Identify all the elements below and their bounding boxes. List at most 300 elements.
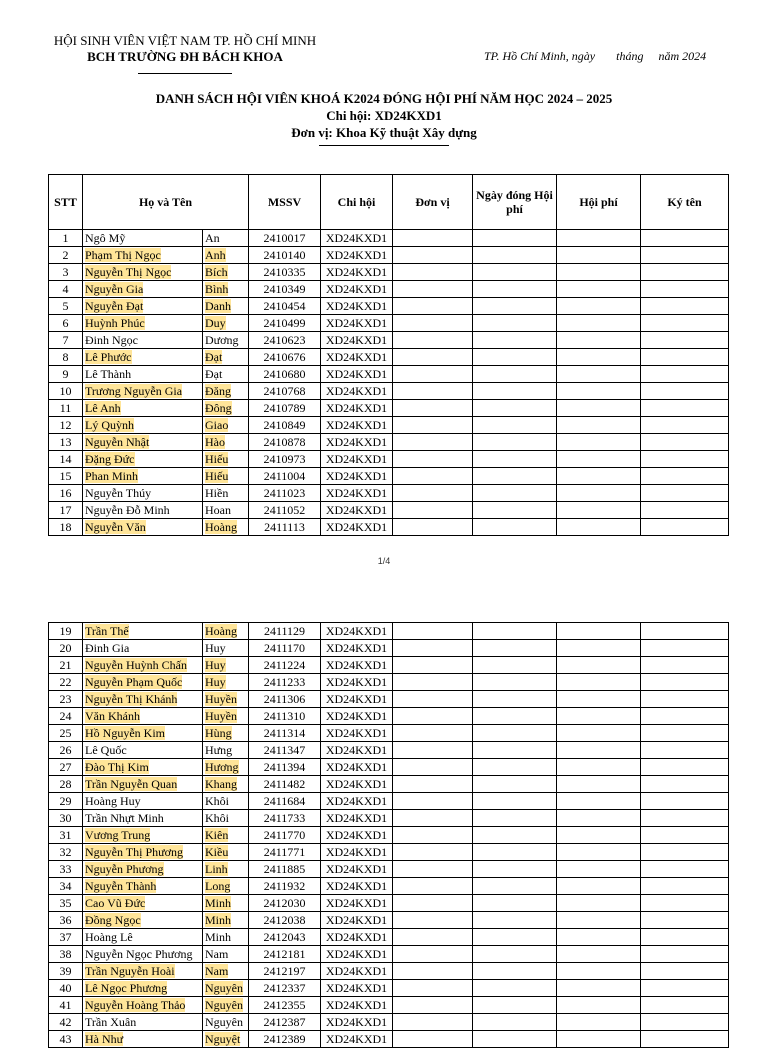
table-row [49, 997, 729, 1014]
cell-stt-text: 40 [59, 980, 72, 995]
cell-ngay-dong[interactable] [473, 759, 557, 776]
cell-stt-text: 3 [62, 264, 69, 279]
member-table-page1 [48, 174, 729, 536]
cell-mssv-text: 2411314 [263, 725, 306, 740]
cell-stt [49, 895, 83, 912]
cell-ngay-dong[interactable] [473, 742, 557, 759]
cell-don-vi[interactable] [393, 980, 473, 997]
cell-mssv [249, 759, 321, 776]
cell-mssv-text: 2410140 [263, 247, 306, 262]
cell-ky-ten[interactable] [641, 640, 729, 657]
cell-ngay-dong[interactable] [473, 691, 557, 708]
cell-stt [49, 366, 83, 383]
cell-don-vi[interactable] [393, 708, 473, 725]
cell-ngay-dong[interactable] [473, 878, 557, 895]
cell-ky-ten[interactable] [641, 485, 729, 502]
cell-first-name [203, 383, 249, 400]
cell-don-vi[interactable] [393, 383, 473, 400]
cell-ngay-dong[interactable] [473, 502, 557, 519]
cell-ky-ten[interactable] [641, 298, 729, 315]
cell-last-middle-name [83, 776, 203, 793]
cell-don-vi[interactable] [393, 1031, 473, 1048]
cell-last-middle-name-text: Nguyễn Thị Khánh [85, 691, 178, 706]
cell-don-vi[interactable] [393, 895, 473, 912]
cell-don-vi[interactable] [393, 997, 473, 1014]
cell-ky-ten[interactable] [641, 468, 729, 485]
cell-hoi-phi[interactable] [557, 878, 641, 895]
cell-first-name-text: Huy [205, 674, 226, 689]
cell-ky-ten[interactable] [641, 963, 729, 980]
cell-ngay-dong[interactable] [473, 485, 557, 502]
cell-ky-ten[interactable] [641, 844, 729, 861]
cell-hoi-phi[interactable] [557, 793, 641, 810]
cell-ngay-dong[interactable] [473, 383, 557, 400]
cell-mssv [249, 725, 321, 742]
cell-don-vi[interactable] [393, 366, 473, 383]
cell-hoi-phi[interactable] [557, 980, 641, 997]
cell-first-name [203, 742, 249, 759]
cell-ngay-dong[interactable] [473, 247, 557, 264]
cell-chi-hoi-text: XD24KXD1 [325, 281, 388, 296]
cell-chi-hoi-text: XD24KXD1 [325, 946, 388, 961]
cell-mssv-text: 2410349 [263, 281, 306, 296]
cell-hoi-phi[interactable] [557, 623, 641, 640]
cell-ky-ten[interactable] [641, 230, 729, 247]
cell-chi-hoi [321, 929, 393, 946]
cell-first-name [203, 400, 249, 417]
cell-last-middle-name [83, 519, 203, 536]
cell-ngay-dong[interactable] [473, 281, 557, 298]
cell-first-name-text: Linh [205, 861, 228, 876]
cell-mssv-text: 2411932 [263, 878, 306, 893]
cell-ky-ten[interactable] [641, 264, 729, 281]
cell-don-vi[interactable] [393, 247, 473, 264]
cell-stt [49, 400, 83, 417]
cell-ky-ten[interactable] [641, 383, 729, 400]
cell-don-vi[interactable] [393, 502, 473, 519]
chi-hoi-line: Chi hội: XD24KXD1 [326, 108, 442, 123]
cell-ngay-dong[interactable] [473, 366, 557, 383]
cell-mssv-text: 2411170 [263, 640, 306, 655]
cell-mssv [249, 519, 321, 536]
cell-hoi-phi[interactable] [557, 502, 641, 519]
cell-ky-ten[interactable] [641, 315, 729, 332]
cell-stt-text: 26 [59, 742, 72, 757]
cell-ngay-dong[interactable] [473, 434, 557, 451]
cell-stt-text: 23 [59, 691, 72, 706]
cell-stt-text: 39 [59, 963, 72, 978]
cell-hoi-phi[interactable] [557, 946, 641, 963]
cell-ky-ten[interactable] [641, 878, 729, 895]
cell-mssv [249, 298, 321, 315]
cell-don-vi[interactable] [393, 946, 473, 963]
cell-mssv-text: 2412030 [263, 895, 306, 910]
cell-don-vi[interactable] [393, 315, 473, 332]
cell-ky-ten[interactable] [641, 332, 729, 349]
cell-hoi-phi[interactable] [557, 912, 641, 929]
cell-don-vi[interactable] [393, 742, 473, 759]
cell-ky-ten[interactable] [641, 776, 729, 793]
cell-don-vi[interactable] [393, 912, 473, 929]
cell-hoi-phi[interactable] [557, 315, 641, 332]
cell-ngay-dong[interactable] [473, 793, 557, 810]
cell-ky-ten[interactable] [641, 810, 729, 827]
cell-hoi-phi[interactable] [557, 1014, 641, 1031]
cell-hoi-phi[interactable] [557, 366, 641, 383]
cell-first-name-text: Hoàng [205, 519, 237, 534]
cell-hoi-phi[interactable] [557, 895, 641, 912]
cell-don-vi[interactable] [393, 264, 473, 281]
cell-don-vi[interactable] [393, 349, 473, 366]
cell-hoi-phi[interactable] [557, 810, 641, 827]
cell-ngay-dong[interactable] [473, 519, 557, 536]
cell-ky-ten[interactable] [641, 281, 729, 298]
cell-stt-text: 29 [59, 793, 72, 808]
cell-first-name-text: Hưng [205, 742, 233, 757]
cell-ky-ten[interactable] [641, 980, 729, 997]
cell-hoi-phi[interactable] [557, 657, 641, 674]
cell-first-name-text: Long [205, 878, 231, 893]
cell-don-vi[interactable] [393, 810, 473, 827]
cell-hoi-phi[interactable] [557, 434, 641, 451]
cell-last-middle-name-text: Lê Ngọc Phương [85, 980, 168, 995]
cell-hoi-phi[interactable] [557, 349, 641, 366]
cell-ngay-dong[interactable] [473, 332, 557, 349]
cell-hoi-phi[interactable] [557, 725, 641, 742]
cell-ngay-dong[interactable] [473, 895, 557, 912]
cell-ky-ten[interactable] [641, 946, 729, 963]
table-row [49, 417, 729, 434]
cell-ngay-dong[interactable] [473, 298, 557, 315]
cell-last-middle-name-text: Nguyễn Đạt [85, 298, 144, 313]
cell-mssv-text: 2412181 [263, 946, 306, 961]
cell-hoi-phi[interactable] [557, 997, 641, 1014]
cell-hoi-phi[interactable] [557, 247, 641, 264]
cell-ngay-dong[interactable] [473, 400, 557, 417]
cell-ngay-dong[interactable] [473, 912, 557, 929]
cell-first-name-text: Nam [205, 963, 229, 978]
cell-ky-ten[interactable] [641, 708, 729, 725]
cell-last-middle-name [83, 810, 203, 827]
cell-stt [49, 298, 83, 315]
cell-stt [49, 878, 83, 895]
cell-ngay-dong[interactable] [473, 708, 557, 725]
cell-first-name-text: Minh [205, 929, 232, 944]
cell-ky-ten[interactable] [641, 502, 729, 519]
cell-hoi-phi[interactable] [557, 963, 641, 980]
cell-mssv-text: 2410335 [263, 264, 306, 279]
cell-ky-ten[interactable] [641, 674, 729, 691]
cell-don-vi[interactable] [393, 400, 473, 417]
cell-hoi-phi[interactable] [557, 468, 641, 485]
cell-hoi-phi[interactable] [557, 417, 641, 434]
cell-hoi-phi[interactable] [557, 827, 641, 844]
cell-last-middle-name [83, 451, 203, 468]
cell-stt-text: 21 [59, 657, 72, 672]
cell-ky-ten[interactable] [641, 691, 729, 708]
cell-stt-text: 14 [59, 451, 72, 466]
table-row [49, 485, 729, 502]
cell-ngay-dong[interactable] [473, 657, 557, 674]
cell-ky-ten[interactable] [641, 861, 729, 878]
cell-don-vi[interactable] [393, 929, 473, 946]
table-row [49, 315, 729, 332]
cell-stt-text: 19 [59, 623, 72, 638]
cell-last-middle-name [83, 640, 203, 657]
cell-stt-text: 30 [59, 810, 72, 825]
cell-ky-ten[interactable] [641, 742, 729, 759]
cell-don-vi[interactable] [393, 861, 473, 878]
cell-don-vi[interactable] [393, 776, 473, 793]
cell-don-vi[interactable] [393, 793, 473, 810]
cell-mssv [249, 502, 321, 519]
cell-mssv [249, 929, 321, 946]
cell-stt [49, 691, 83, 708]
cell-stt-text: 43 [59, 1031, 72, 1046]
cell-don-vi[interactable] [393, 640, 473, 657]
cell-stt-text: 41 [59, 997, 72, 1012]
cell-first-name-text: Nam [205, 946, 229, 961]
cell-don-vi[interactable] [393, 691, 473, 708]
cell-hoi-phi[interactable] [557, 383, 641, 400]
cell-ky-ten[interactable] [641, 895, 729, 912]
cell-stt-text: 20 [59, 640, 72, 655]
cell-ky-ten[interactable] [641, 623, 729, 640]
cell-hoi-phi[interactable] [557, 742, 641, 759]
cell-hoi-phi[interactable] [557, 519, 641, 536]
cell-ngay-dong[interactable] [473, 349, 557, 366]
cell-don-vi[interactable] [393, 963, 473, 980]
cell-stt-text: 16 [59, 485, 72, 500]
cell-chi-hoi-text: XD24KXD1 [325, 247, 388, 262]
cell-stt-text: 9 [62, 366, 69, 381]
cell-ky-ten[interactable] [641, 366, 729, 383]
cell-first-name-text: Hiếu [205, 451, 229, 466]
cell-don-vi[interactable] [393, 332, 473, 349]
cell-first-name-text: Hùng [205, 725, 232, 740]
cell-hoi-phi[interactable] [557, 640, 641, 657]
org-name: HỘI SINH VIÊN VIỆT NAM TP. HỒ CHÍ MINH [53, 33, 317, 48]
cell-hoi-phi[interactable] [557, 451, 641, 468]
cell-ngay-dong[interactable] [473, 725, 557, 742]
cell-chi-hoi [321, 963, 393, 980]
cell-hoi-phi[interactable] [557, 298, 641, 315]
cell-ky-ten[interactable] [641, 827, 729, 844]
cell-last-middle-name [83, 895, 203, 912]
cell-hoi-phi[interactable] [557, 281, 641, 298]
cell-don-vi[interactable] [393, 1014, 473, 1031]
cell-ngay-dong[interactable] [473, 844, 557, 861]
cell-hoi-phi[interactable] [557, 264, 641, 281]
cell-don-vi[interactable] [393, 298, 473, 315]
table-row [49, 451, 729, 468]
cell-mssv-text: 2411394 [263, 759, 306, 774]
cell-ngay-dong[interactable] [473, 468, 557, 485]
cell-ngay-dong[interactable] [473, 1014, 557, 1031]
cell-don-vi[interactable] [393, 827, 473, 844]
cell-last-middle-name-text: Trần Xuân [85, 1014, 137, 1029]
cell-mssv-text: 2411347 [263, 742, 306, 757]
cell-first-name-text: Bích [205, 264, 228, 279]
table-row [49, 332, 729, 349]
cell-hoi-phi[interactable] [557, 708, 641, 725]
cell-mssv-text: 2410454 [263, 298, 306, 313]
cell-ky-ten[interactable] [641, 725, 729, 742]
cell-hoi-phi[interactable] [557, 332, 641, 349]
cell-don-vi[interactable] [393, 519, 473, 536]
cell-don-vi[interactable] [393, 657, 473, 674]
document-title-block [0, 90, 768, 146]
cell-stt-text: 32 [59, 844, 72, 859]
cell-hoi-phi[interactable] [557, 759, 641, 776]
cell-hoi-phi[interactable] [557, 400, 641, 417]
cell-first-name-text: Hương [205, 759, 239, 774]
cell-mssv-text: 2411306 [263, 691, 306, 706]
header-chi-hoi: Chi hội [321, 175, 393, 230]
cell-don-vi[interactable] [393, 725, 473, 742]
cell-hoi-phi[interactable] [557, 929, 641, 946]
cell-mssv [249, 878, 321, 895]
cell-ngay-dong[interactable] [473, 315, 557, 332]
cell-don-vi[interactable] [393, 485, 473, 502]
cell-stt [49, 759, 83, 776]
cell-ky-ten[interactable] [641, 912, 729, 929]
cell-ky-ten[interactable] [641, 519, 729, 536]
cell-ky-ten[interactable] [641, 417, 729, 434]
cell-hoi-phi[interactable] [557, 230, 641, 247]
cell-don-vi[interactable] [393, 451, 473, 468]
cell-ngay-dong[interactable] [473, 861, 557, 878]
cell-last-middle-name [83, 793, 203, 810]
cell-stt-text: 18 [59, 519, 72, 534]
cell-mssv [249, 383, 321, 400]
cell-stt-text: 28 [59, 776, 72, 791]
cell-ky-ten[interactable] [641, 434, 729, 451]
cell-mssv [249, 230, 321, 247]
cell-first-name [203, 997, 249, 1014]
cell-mssv [249, 623, 321, 640]
cell-chi-hoi [321, 502, 393, 519]
cell-ngay-dong[interactable] [473, 640, 557, 657]
cell-hoi-phi[interactable] [557, 844, 641, 861]
cell-ngay-dong[interactable] [473, 980, 557, 997]
cell-ky-ten[interactable] [641, 400, 729, 417]
cell-ngay-dong[interactable] [473, 451, 557, 468]
cell-first-name [203, 946, 249, 963]
cell-chi-hoi-text: XD24KXD1 [325, 980, 388, 995]
cell-ngay-dong[interactable] [473, 264, 557, 281]
cell-ky-ten[interactable] [641, 451, 729, 468]
cell-last-middle-name [83, 400, 203, 417]
cell-last-middle-name [83, 1014, 203, 1031]
cell-last-middle-name-text: Đồng Ngọc [85, 912, 141, 927]
cell-mssv [249, 844, 321, 861]
cell-don-vi[interactable] [393, 674, 473, 691]
cell-ky-ten[interactable] [641, 1014, 729, 1031]
cell-chi-hoi-text: XD24KXD1 [325, 315, 388, 330]
cell-last-middle-name [83, 623, 203, 640]
cell-last-middle-name-text: Trần Nguyễn Hoài [85, 963, 175, 978]
cell-don-vi[interactable] [393, 844, 473, 861]
cell-ngay-dong[interactable] [473, 417, 557, 434]
cell-chi-hoi-text: XD24KXD1 [325, 759, 388, 774]
cell-don-vi[interactable] [393, 878, 473, 895]
cell-hoi-phi[interactable] [557, 861, 641, 878]
cell-don-vi[interactable] [393, 623, 473, 640]
cell-mssv-text: 2410676 [263, 349, 306, 364]
cell-ngay-dong[interactable] [473, 230, 557, 247]
cell-mssv [249, 810, 321, 827]
cell-last-middle-name-text: Trần Thế [85, 623, 129, 638]
cell-mssv [249, 742, 321, 759]
cell-chi-hoi [321, 451, 393, 468]
cell-don-vi[interactable] [393, 434, 473, 451]
cell-ngay-dong[interactable] [473, 963, 557, 980]
cell-don-vi[interactable] [393, 759, 473, 776]
cell-ky-ten[interactable] [641, 657, 729, 674]
cell-ngay-dong[interactable] [473, 929, 557, 946]
cell-hoi-phi[interactable] [557, 485, 641, 502]
cell-don-vi[interactable] [393, 468, 473, 485]
cell-chi-hoi-text: XD24KXD1 [325, 674, 388, 689]
cell-ky-ten[interactable] [641, 929, 729, 946]
cell-hoi-phi[interactable] [557, 691, 641, 708]
cell-mssv-text: 2411771 [263, 844, 306, 859]
cell-don-vi[interactable] [393, 281, 473, 298]
cell-ngay-dong[interactable] [473, 776, 557, 793]
cell-last-middle-name-text: Nguyễn Thị Phương [85, 844, 183, 859]
header-don-vi: Đơn vị [393, 175, 473, 230]
cell-first-name [203, 861, 249, 878]
cell-first-name-text: Anh [205, 247, 226, 262]
cell-ky-ten[interactable] [641, 997, 729, 1014]
cell-hoi-phi[interactable] [557, 674, 641, 691]
cell-last-middle-name-text: Trần Nhựt Minh [85, 810, 164, 825]
cell-first-name-text: Đông [205, 400, 232, 415]
cell-don-vi[interactable] [393, 417, 473, 434]
cell-last-middle-name-text: Đinh Ngọc [85, 332, 138, 347]
cell-first-name-text: Khang [205, 776, 237, 791]
cell-ngay-dong[interactable] [473, 623, 557, 640]
cell-ngay-dong[interactable] [473, 674, 557, 691]
cell-last-middle-name [83, 742, 203, 759]
cell-don-vi[interactable] [393, 230, 473, 247]
cell-hoi-phi[interactable] [557, 1031, 641, 1048]
cell-ngay-dong[interactable] [473, 1031, 557, 1048]
cell-last-middle-name [83, 349, 203, 366]
cell-first-name-text: Huy [205, 640, 226, 655]
cell-ngay-dong[interactable] [473, 827, 557, 844]
cell-ky-ten[interactable] [641, 793, 729, 810]
cell-ky-ten[interactable] [641, 1031, 729, 1048]
cell-ky-ten[interactable] [641, 759, 729, 776]
cell-hoi-phi[interactable] [557, 776, 641, 793]
table-row [49, 502, 729, 519]
cell-stt [49, 315, 83, 332]
cell-ngay-dong[interactable] [473, 997, 557, 1014]
table-row [49, 349, 729, 366]
cell-stt [49, 742, 83, 759]
cell-first-name-text: Nguyên [205, 997, 243, 1012]
cell-ky-ten[interactable] [641, 349, 729, 366]
cell-mssv [249, 674, 321, 691]
cell-mssv [249, 366, 321, 383]
cell-ky-ten[interactable] [641, 247, 729, 264]
cell-ngay-dong[interactable] [473, 946, 557, 963]
cell-ngay-dong[interactable] [473, 810, 557, 827]
cell-stt [49, 230, 83, 247]
cell-stt [49, 1031, 83, 1048]
